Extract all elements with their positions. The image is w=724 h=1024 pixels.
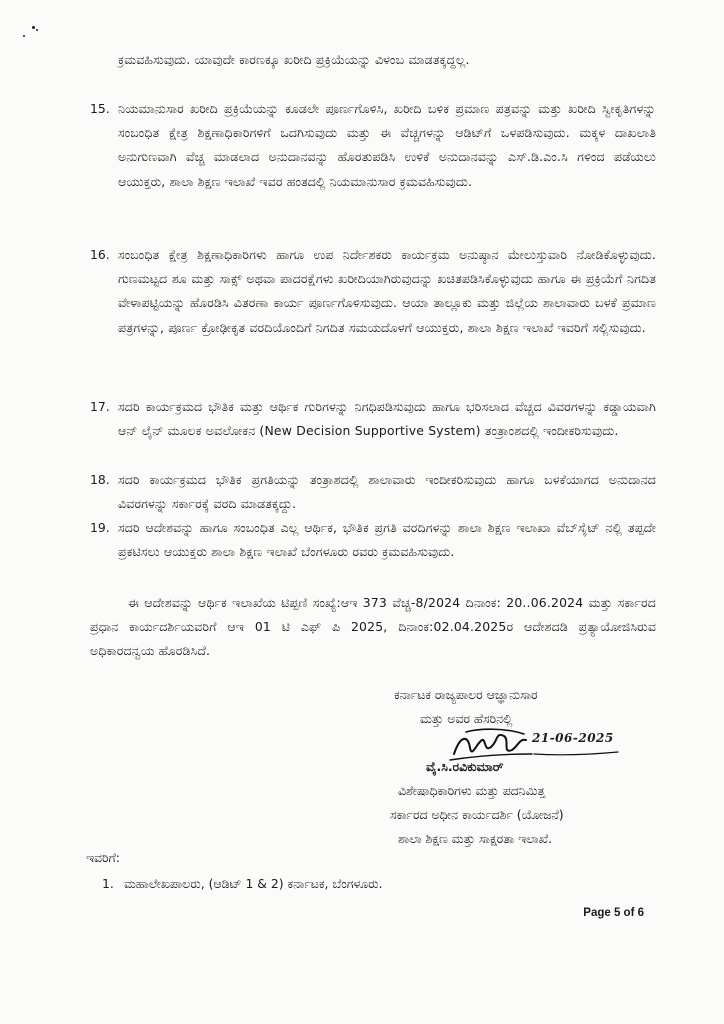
- designation-line-1: ವಿಶೇಷಾಧಿಕಾರಿಗಳು ಮತ್ತು ಪದನಿಮಿತ್ತ: [398, 783, 546, 798]
- scan-specks: [20, 18, 50, 48]
- signatory-name: ವೈ.ಸಿ.ರವಿಕುಮಾರ್: [426, 759, 504, 774]
- authority-line-2: ಮತ್ತು ಅವರ ಹೆಸರಿನಲ್ಲಿ: [420, 711, 513, 726]
- signature-date: 21-06-2025: [532, 731, 614, 745]
- clause-number: 19.: [90, 520, 110, 535]
- authority-line-1: ಕರ್ನಾಟಕ ರಾಜ್ಯಪಾಲರ ಆಜ್ಞಾನುಸಾರ: [394, 687, 538, 702]
- clause-text: ಸದರಿ ಕಾರ್ಯಕ್ರಮದ ಭೌತಿಕ ಮತ್ತು ಆರ್ಥಿಕ ಗುರಿಗಳನ್ನು ನಿಗಧಿಪಡಿಸುವುದು ಹಾಗೂ ಭರಿಸಲಾದ ವೆಚ್ಚದ ವಿವರಗಳನ್ನು ಕಡ್ಡಾಯವಾಗಿ ಆನ್ ಲೈನ್ ಮೂಲಕ ಅವಲೋಕನ (New Decision Supportive System) ತಂತ್ರಾಂಶದಲ್ಲಿ ಇಂದೀಕರಿಸುವುದು.: [118, 399, 656, 439]
- designation-line-3: ಶಾಲಾ ಶಿಕ್ಷಣ ಮತ್ತು ಸಾಕ್ಷರತಾ ಇಲಾಖೆ.: [398, 831, 553, 846]
- closing-text: ಈ ಆದೇಶವನ್ನು ಆರ್ಥಿಕ ಇಲಾಖೆಯ ಟಿಪ್ಪಣಿ ಸಂಖ್ಯೆ:ಆಇ 373 ವೆಚ್ಚ-8/2024 ದಿನಾಂಕ: 20..06.2024 ಮತ್ತು ಸರ್ಕಾರದ ಪ್ರಧಾನ ಕಾರ್ಯದರ್ಶಿಯವರಿಗೆ ಆಇ 01 ಟಿ ಎಫ್ ಪಿ 2025, ದಿನಾಂಕ:02.04.2025ರ ಆದೇಶದಡಿ ಪ್ರತ್ಯಾಯೋಜಿಸಿರುವ ಅಧಿಕಾರದನ್ವಯ ಹೊರಡಿಸಿದೆ.: [90, 595, 656, 659]
- page-number: Page 5 of 6: [583, 907, 644, 919]
- recipient-text: ಮಹಾಲೇಖಪಾಲರು, (ಆಡಿಟ್ 1 & 2) ಕರ್ನಾಟಕ, ಬೆಂಗಳೂರು.: [124, 876, 383, 891]
- recipient-item: [102, 876, 383, 892]
- closing-paragraph: [90, 591, 656, 664]
- clause-number: 17.: [90, 399, 110, 414]
- designation-line-2: ಸರ್ಕಾರದ ಅಧೀನ ಕಾರ್ಯದರ್ಶಿ (ಯೋಜನೆ): [390, 807, 564, 822]
- clause-number: 15.: [90, 101, 110, 116]
- clause-text: ಸದರಿ ಆದೇಶವನ್ನು ಹಾಗೂ ಸಂಬಂಧಿತ ಎಲ್ಲ ಆರ್ಥಿಕ, ಭೌತಿಕ ಪ್ರಗತಿ ವರದಿಗಳನ್ನು ಶಾಲಾ ಶಿಕ್ಷಣ ಇಲಾಖಾ ವೆಬ್‌ಸೈಟ್ ನಲ್ಲಿ ತಪ್ಪದೇ ಪ್ರಕಟಿಸಲು ಆಯುಕ್ತರು ಶಾಲಾ ಶಿಕ್ಷಣ ಇಲಾಖೆ ಬೆಂಗಳೂರು ರವರು ಕ್ರಮವಹಿಸುವುದು.: [118, 520, 656, 560]
- clause-text: ಸಂಬಂಧಿತ ಕ್ಷೇತ್ರ ಶಿಕ್ಷಣಾಧಿಕಾರಿಗಳು ಹಾಗೂ ಉಪ ನಿರ್ದೇಶಕರು ಕಾರ್ಯಕ್ರಮ ಅನುಷ್ಠಾನ ಮೇಲುಸ್ತುವಾರಿ ನೋಡಿಕೊಳ್ಳುವುದು. ಗುಣಮಟ್ಟದ ಶೂ ಮತ್ತು ಸಾಕ್ಸ್ ಅಥವಾ ಪಾದರಕ್ಷೆಗಳು ಖರೀದಿಯಾಗಿರುವುದನ್ನು ಖಚಿತಪಡಿಸಿಕೊಳ್ಳುವುದು ಹಾಗೂ ಈ ಪ್ರಕ್ರಿಯೆಗೆ ನಿಗದಿತ ವೇಳಾಪಟ್ಟಿಯನ್ನು ಹೊರಡಿಸಿ ವಿತರಣಾ ಕಾರ್ಯ ಪೂರ್ಣಗೊಳಿಸುವುದು. ಆಯಾ ತಾಲ್ಲೂಕು ಮತ್ತು ಜಿಲ್ಲೆಯ ಶಾಲಾವಾರು ಬಳಕೆ ಪ್ರಮಾಣ ಪತ್ರಗಳನ್ನು, ಪೂರ್ಣ ಕ್ರೋಢೀಕೃತ ವರದಿಯೊಂದಿಗೆ ನಿಗದಿತ ಸಮಯದೊಳಗೆ ಆಯುಕ್ತರು, ಶಾಲಾ ಶಿಕ್ಷಣ ಇಲಾಖೆ ಇವರಿಗೆ ಸಲ್ಲಿಸುವುದು.: [118, 247, 656, 335]
- clause-text: ನಿಯಮಾನುಸಾರ ಖರೀದಿ ಪ್ರಕ್ರಿಯೆಯನ್ನು ಕೂಡಲೇ ಪೂರ್ಣಗೊಳಿಸಿ, ಖರೀದಿ ಬಳಿಕ ಪ್ರಮಾಣ ಪತ್ರವನ್ನು ಮತ್ತು ಖರೀದಿ ಸ್ವೀಕೃತಿಗಳನ್ನು ಸಂಬಂಧಿತ ಕ್ಷೇತ್ರ ಶಿಕ್ಷಣಾಧಿಕಾರಿಗಳಿಗೆ ಒದಗಿಸುವುದು ಮತ್ತು ಈ ವೆಚ್ಚಗಳನ್ನು ಆಡಿಟ್‌ಗೆ ಒಳಪಡಿಸುವುದು. ಮಕ್ಕಳ ದಾಖಲಾತಿ ಅನುಗುಣವಾಗಿ ವೆಚ್ಚ ಮಾಡಲಾದ ಅನುದಾನವನ್ನು ಹೊರತುಪಡಿಸಿ ಉಳಿಕೆ ಅನುದಾನವನ್ನು ಎಸ್.ಡಿ.ಎಂ.ಸಿ ಗಳಿಂದ ಪಡೆಯಲು ಆಯುಕ್ತರು, ಶಾಲಾ ಶಿಕ್ಷಣ ಇಲಾಖೆ ಇವರ ಹಂತದಲ್ಲಿ ನಿಯಮಾನುಸಾರ ಕ್ರಮವಹಿಸುವುದು.: [118, 101, 656, 189]
- recipients-label: ಇವರಿಗೆ:: [86, 850, 120, 865]
- clause-number: 18.: [90, 472, 110, 487]
- continuation-paragraph: ಕ್ರಮವಹಿಸುವುದು. ಯಾವುದೇ ಕಾರಣಕ್ಕೂ ಖರೀದಿ ಪ್ರಕ್ರಿಯೆಯನ್ನು ವಿಳಂಬ ಮಾಡತಕ್ಕದ್ದಲ್ಲ.: [118, 52, 470, 67]
- clause-number: 16.: [90, 247, 110, 262]
- recipient-number: 1.: [102, 876, 114, 891]
- clause-text: ಸದರಿ ಕಾರ್ಯಕ್ರಮದ ಭೌತಿಕ ಪ್ರಗತಿಯನ್ನು ತಂತ್ರಾಶದಲ್ಲಿ ಶಾಲಾವಾರು ಇಂದೀಕರಿಸುವುದು ಹಾಗೂ ಬಳಕೆಯಾಗದ ಅನುದಾನದ ವಿವರಗಳನ್ನು ಸರ್ಕಾರಕ್ಕೆ ವರದಿ ಮಾಡತಕ್ಕದ್ದು.: [118, 472, 656, 512]
